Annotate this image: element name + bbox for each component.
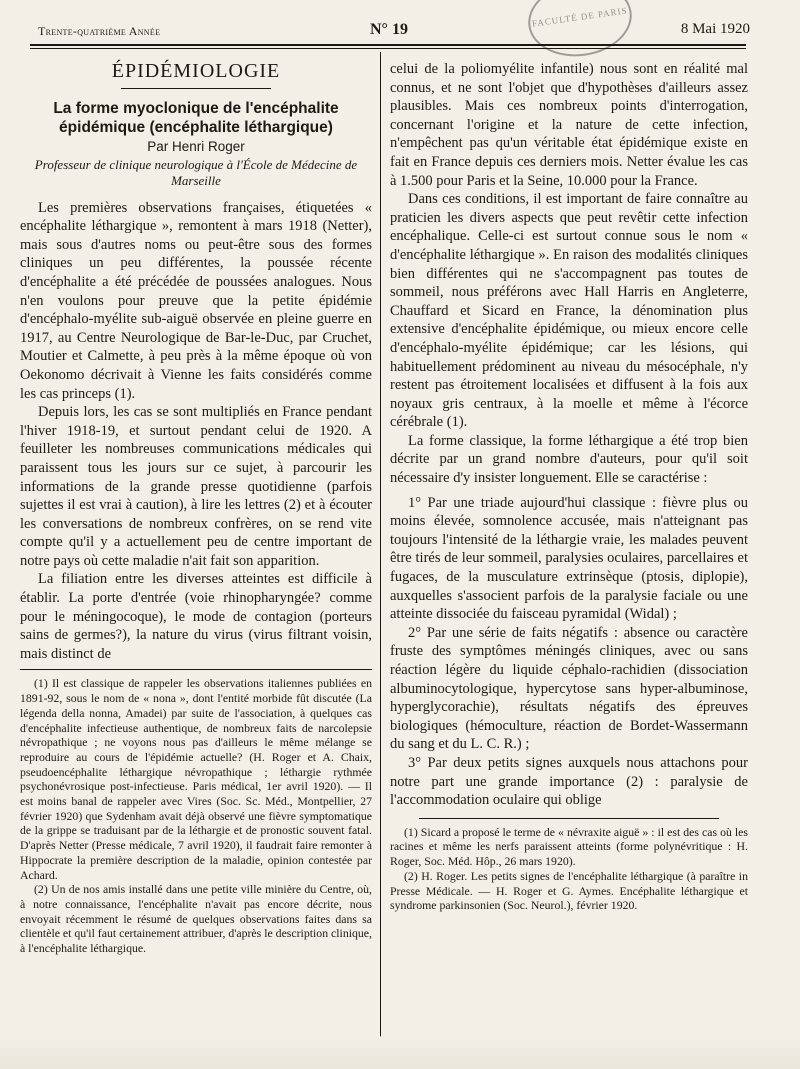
footnote-rule xyxy=(419,818,719,819)
column-divider xyxy=(380,52,381,1037)
header-rule xyxy=(30,44,746,46)
paragraph: La forme classique, la forme léthargique a été trop bien décrite par un grand nombre d'auteurs, pour qu'il soit nécessaire d'y insister longuement. Elle se caractérise : xyxy=(390,432,748,487)
issue-date: 8 Mai 1920 xyxy=(680,21,750,37)
paragraph: 2° Par une série de faits négatifs : absence ou caractère fruste des symptômes méningés cliniques, avec ou sans réaction légère du liquide céphalo-rachidien (dissociation albuminocytologique, hypercytose sans hyper-albuminose, hyperglycorachie), résultats négatifs des épreuves biologiques (hémoculture, réaction de Bordet-Wassermann du sang et du L. C. R.) ; xyxy=(390,624,748,753)
paragraph: Depuis lors, les cas se sont multipliés en France pendant l'hiver 1918-19, et surtout pendant celui de 1920. A feuilleter les nombreuses communications médicales qui paraissent tous les jours sur ce sujet, à parcourir les informations de la grande presse quotidienne (parfois sujettes il est vrai à caution), à lire les lettres (2) et à écouter les conversations de nombreux confrères, on se rend vite compte qu'il y a actuellement peu de centre important de notre pays où cette maladie n'ait fait son apparition. xyxy=(20,404,372,569)
footnote: (2) Un de nos amis installé dans une petite ville minière du Centre, où, à notre connaissance, l'encéphalite n'avait pas encore décrite, nous envoyait récemment le résumé de quelques observations faites dans sa clientèle et qu'il faut certainement attribuer, d'après le description clinique, à l'encéphalite léthargique. xyxy=(20,882,372,956)
article-title: La forme myoclonique de l'encéphalite épidémique (encéphalite léthargique) xyxy=(53,100,339,136)
footnote-rule xyxy=(20,669,372,670)
footnote: (1) Il est classique de rappeler les observations italiennes publiées en 1891-92, sous le nom de « nona », dont l'entité morbide fût discutée (La légenda della nonna, Amadei) par suite de l'association, à quelques cas d'encéphalite infectieuse authentique, de nombreux faits de narcolepsie névropathique ; ne voyons nous pas d'ailleurs le même mélange se reproduire au cours de l'épidémie actuelle? (H. Roger et A. Chaix, pseudoencéphalite léthargique névropathique ; léthargie rythmée psychonévrosique post-infectieuse. Paris médical, 1er avril 1920). — Il est moins banal de rappeler avec Vires (Soc. Sc. Méd., Montpellier, 27 février 1920) que Sydenham avait déjà observé une fièvre symptomatique de la grippe se traduisant par de la léthargie et de pronostic souvent fatal. D'après Netter (Presse médicale, 7 avril 1920), il faudrait faire remonter à Hippocrate la première description de la maladie, opinion contestée par Achard. xyxy=(20,676,372,882)
paragraph: Les premières observations françaises, étiquetées « encéphalite léthargique », remontent à mars 1918 (Netter), mais sous d'autres noms ou peut-être sous des formes cliniques un peu différentes, la poussée récente d'encéphalite a été précédée de poussées analogues. Nous n'en voulons pour preuve que la petite épidémie d'encéphalo-myélite sub-aiguë observée en pleine guerre en 1917, au Centre Neurologique de Bar-le-Duc, par Cruchet, Moutier et Calmette, à peu près à la même époque où von Oekonomo décrivait à Vienne les faits considérés comme les cas princeps (1). xyxy=(20,199,372,402)
paragraph: celui de la poliomyélite infantile) nous sont en réalité mal connus, et ne sont l'objet que d'hypothèses d'ailleurs assez plausibles. Mais ces nombreux points d'interrogation, concernant l'origine et la nature de cette infection, n'empêchent pas qu'un véritable état épidémique existe en fait en France depuis ces derniers mois. Netter évalue les cas à 1.500 pour Paris et la Seine, 10.000 pour la France. xyxy=(390,61,748,189)
faded-bottom-edge xyxy=(0,1036,800,1069)
paragraph: La filiation entre les diverses atteintes est difficile à établir. La porte d'entrée (voie rhinopharyngée? comme pour le méningocoque), le mode de contagion (porteurs sains de germes?), la nature du virus (virus filtrant voisin, mais distinct de xyxy=(20,571,372,662)
paragraph: 1° Par une triade aujourd'hui classique : fièvre plus ou moins élevée, somnolence accusée, mais n'atteignant pas toujours l'intensité de la léthargie vraie, les malades peuvent être tirés de leur sommeil, paralysies oculaires, parcellaires et fugaces, de la musculature extrinsèque (ptosis, diplopie), auxquelles s'associent parfois de la paralysie faciale ou une atteinte dissociée du faisceau pyramidal (Widal) ; xyxy=(390,494,748,623)
issue-number: N° 19 xyxy=(370,21,408,38)
volume-label: Trente-quatrième Année xyxy=(38,24,161,38)
author-affiliation: Professeur de clinique neurologique à l'École de Médecine de Marseille xyxy=(34,156,358,188)
section-title: ÉPIDÉMIOLOGIE xyxy=(111,60,281,82)
article-byline: Par Henri Roger xyxy=(147,139,245,154)
footnote: (1) Sicard a proposé le terme de « névraxite aiguë » : il est des cas où les racines et même les nerfs paraissent atteints (forme polynévritique : H. Roger, Soc. Méd. Hôp., 26 mars 1920). xyxy=(390,824,748,869)
page-header xyxy=(38,18,750,44)
left-column xyxy=(20,60,372,956)
section-rule xyxy=(121,88,271,89)
paragraph: 3° Par deux petits signes auxquels nous attachons pour notre part une grande importance (2) : paralysie de l'accommodation oculaire qui oblige xyxy=(390,754,748,809)
footnote: (2) H. Roger. Les petits signes de l'encéphalite léthargique (à paraître in Presse Médicale. — H. Roger et G. Aymes. Encéphalite léthargique et syndrome parkinsonien (Soc. Neurol.), février 1920. xyxy=(390,868,748,913)
paragraph: Dans ces conditions, il est important de faire connaître au praticien les divers aspects que peut revêtir cette infection encéphalique. Celle-ci est surtout connue sous le nom « d'encéphalite léthargique ». En raison des modalités cliniques bien différentes qui ne s'accompagnent pas toutes de sommeil, nous préférons avec Hall Harris en Angleterre, Chauffard et Sicard en France, la dénomination plus extensive d'encéphalite épidémique, ou mieux encore celle d'encéphalo-myélite épidémique; car les lésions, qui habituellement prédominent au niveau du mésocéphale, n'y restent pas étroitement localisées et diffusent à la fois aux noyaux gris centraux, à la moelle et même à l'écorce cérébrale (1). xyxy=(390,191,748,431)
header-rule-thin xyxy=(30,48,746,49)
library-stamp: FACULTÉ DE PARIS xyxy=(523,0,636,63)
right-column xyxy=(390,60,748,913)
